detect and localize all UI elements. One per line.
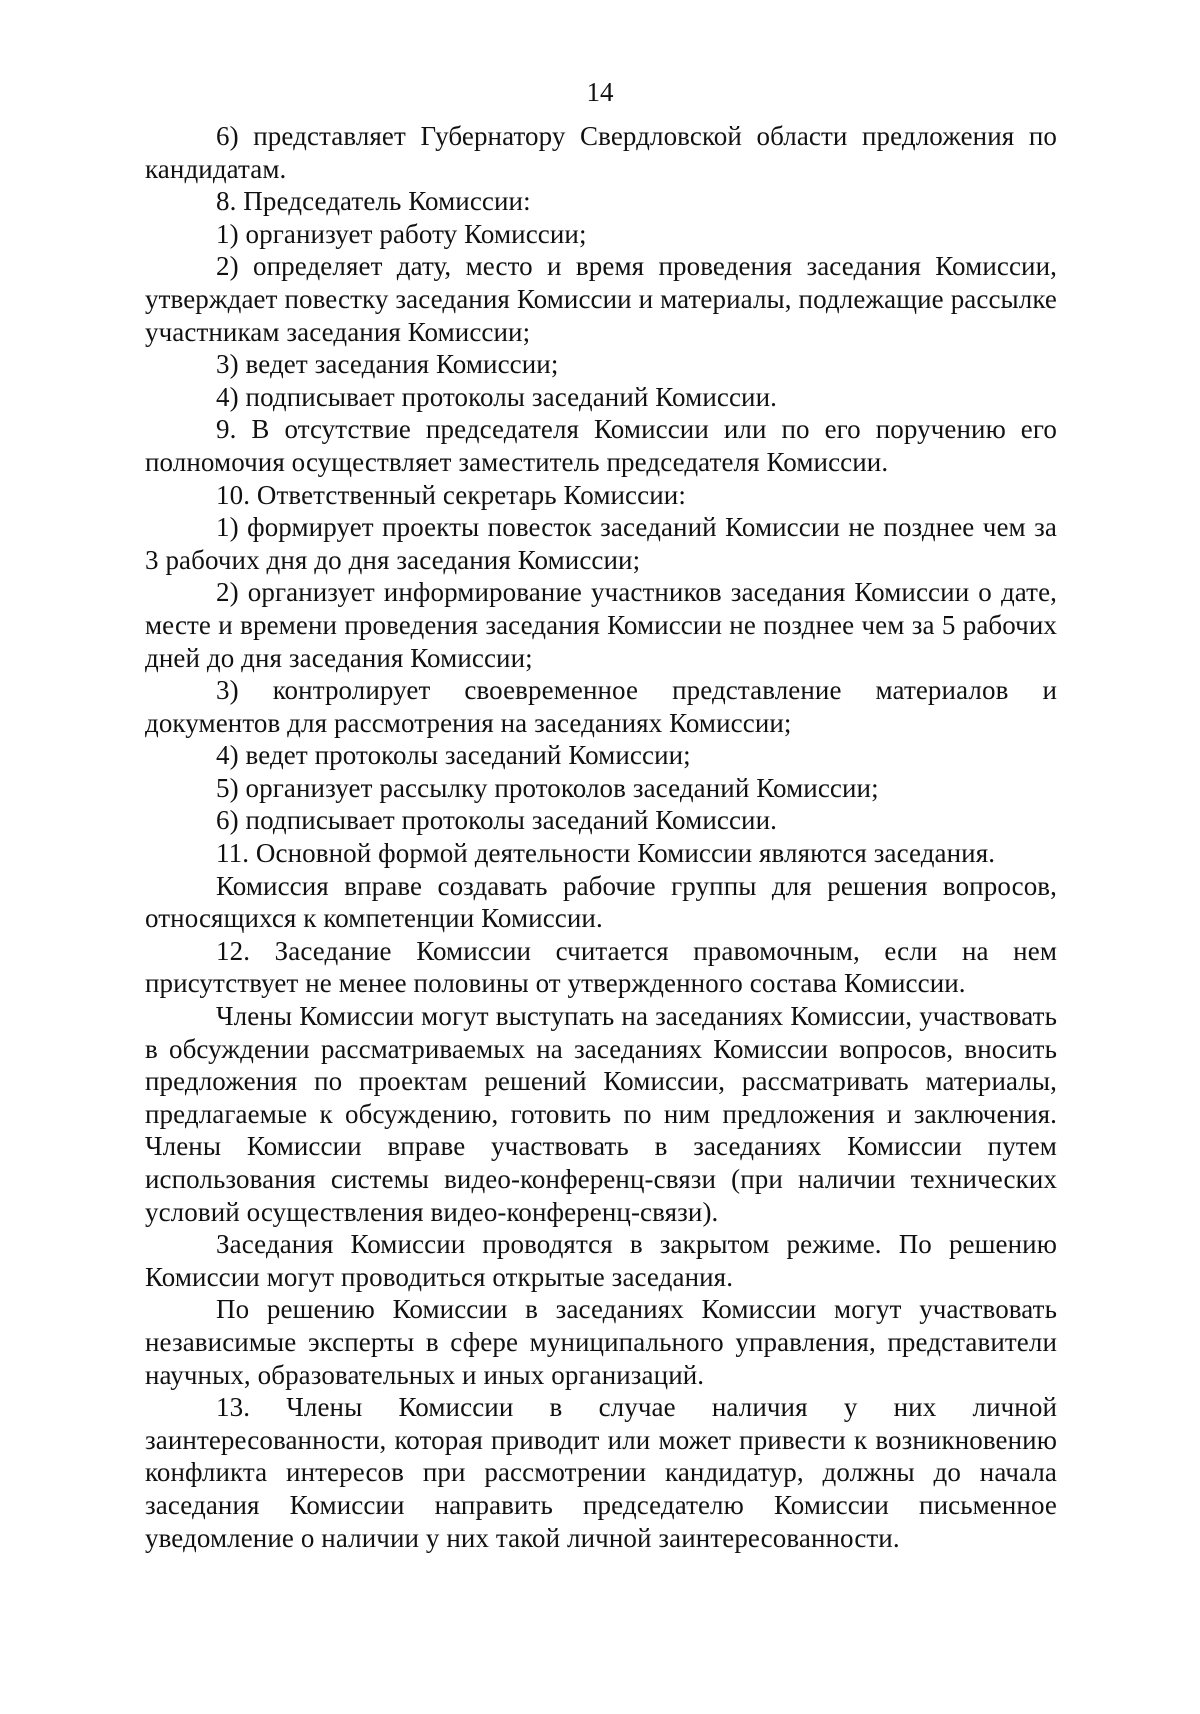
paragraph-10-4: 4) ведет протоколы заседаний Комиссии; [216,740,691,771]
paragraph-11-working-groups: Комиссия вправе создавать рабочие группы для решения вопросов, относящихся к компетенции Комиссии. [145,870,1057,934]
paragraph-10-secretary: 10. Ответственный секретарь Комиссии: [216,479,686,510]
paragraph-11: 11. Основной формой деятельности Комиссии являются заседания. [216,838,996,869]
paragraph-6-propose-candidates: 6) представляет Губернатору Свердловской области предложения по кандидатам. [145,121,1057,184]
paragraph-10-6: 6) подписывает протоколы заседаний Комиссии. [216,805,777,836]
paragraph-8-4: 4) подписывает протоколы заседаний Комиссии. [216,381,777,412]
paragraph-8-2: 2) определяет дату, место и время проведения заседания Комиссии, утверждает повестку заседания Комиссии и материалы, подлежащие рассылке участникам заседания Комиссии; [145,251,1057,347]
page-number: 14 [586,77,614,107]
paragraph-8-3: 3) ведет заседания Комиссии; [216,349,559,380]
paragraph-9: 9. В отсутствие председателя Комиссии или по его поручению его полномочия осуществляет заместитель председателя Комиссии. [145,414,1057,477]
document-body [145,120,1057,1554]
paragraph-12: 12. Заседание Комиссии считается правомочным, если на нем присутствует не менее половины от утвержденного состава Комиссии. [145,935,1057,999]
paragraph-8-chairman: 8. Председатель Комиссии: [216,186,531,217]
paragraph-12-experts: По решению Комиссии в заседаниях Комиссии могут участвовать независимые эксперты в сфере муниципального управления, представители научных, образовательных и иных организаций. [145,1294,1057,1390]
paragraph-10-1: 1) формирует проекты повесток заседаний Комиссии не позднее чем за 3 рабочих дня до дня заседания Комиссии; [145,512,1057,575]
paragraph-8-1: 1) организует работу Комиссии; [216,218,587,249]
paragraph-10-3: 3) контролирует своевременное представление материалов и документов для рассмотрения на заседаниях Комиссии; [145,675,1057,738]
paragraph-12-members: Члены Комиссии могут выступать на заседаниях Комиссии, участвовать в обсуждении рассматриваемых на заседаниях Комиссии вопросов, вносить предложения по проектам решений Комиссии, рассматривать материалы, предлагаемые к обсуждению, готовить по ним предложения и заключения. Члены Комиссии вправе участвовать в заседаниях Комиссии путем использования системы видео-конференц-связи (при наличии технических условий осуществления видео-конференц-связи). [145,1001,1057,1227]
paragraph-12-closed-sessions: Заседания Комиссии проводятся в закрытом режиме. По решению Комиссии могут проводиться открытые заседания. [145,1229,1057,1292]
paragraph-13: 13. Члены Комиссии в случае наличия у них личной заинтересованности, которая приводит или может привести к возникновению конфликта интересов при рассмотрении кандидатур, должны до начала заседания Комиссии направить председателю Комиссии письменное уведомление о наличии у них такой личной заинтересованности. [145,1392,1057,1553]
paragraph-10-2: 2) организует информирование участников заседания Комиссии о дате, месте и времени проведения заседания Комиссии не позднее чем за 5 рабочих дней до дня заседания Комиссии; [145,577,1057,673]
paragraph-10-5: 5) организует рассылку протоколов заседаний Комиссии; [216,772,879,803]
